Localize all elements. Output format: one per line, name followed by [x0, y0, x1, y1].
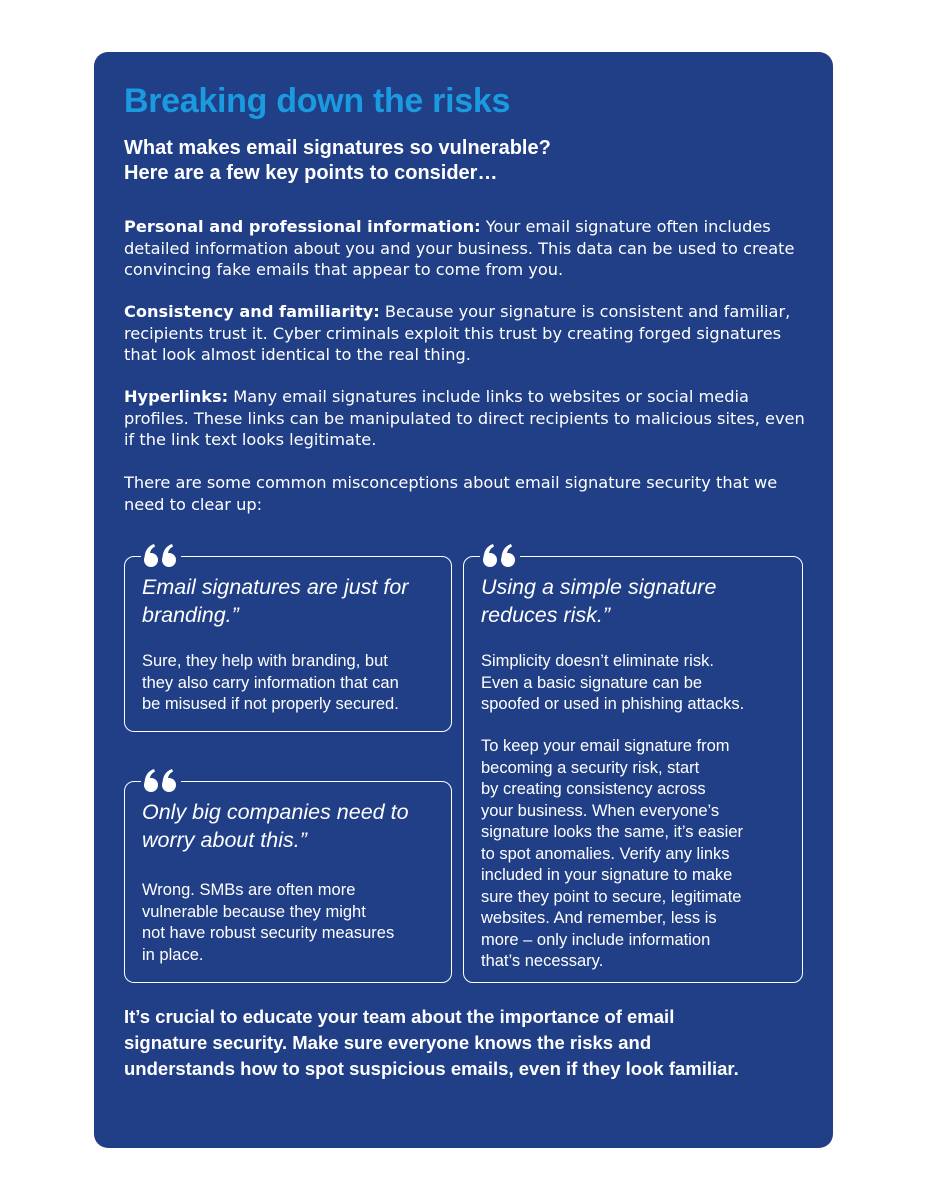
body-line: spoofed or used in phishing attacks. [481, 695, 745, 713]
body-line: not have robust security measures [142, 924, 395, 942]
card-body [142, 880, 452, 966]
body-line: to spot anomalies. Verify any links [481, 844, 730, 863]
body-line: your business. When everyone’s [481, 801, 720, 820]
closing-line: signature security. Make sure everyone knows the risks and [124, 1032, 652, 1053]
content-panel [94, 52, 833, 1148]
quote-line: Email signatures are just for [142, 575, 409, 599]
body-line: sure they point to secure, legitimate [481, 887, 742, 906]
point-hyperlinks [124, 386, 814, 451]
quote-line: Using a simple signature [481, 575, 717, 599]
body-line: they also carry information that can [142, 673, 399, 692]
body-line: more – only include information [481, 930, 711, 949]
misconceptions-intro: There are some common misconceptions about email signature security that we need to clear up: [124, 473, 778, 514]
body-line: becoming a security risk, start [481, 758, 700, 777]
quote-line: Only big companies need to [142, 800, 409, 824]
body-line: Wrong. SMBs are often more [142, 881, 356, 899]
body-line: by creating consistency across [481, 780, 706, 798]
body-line: in place. [142, 945, 204, 964]
card-quote [481, 573, 786, 629]
body-line: that’s necessary. [481, 952, 604, 970]
card-advice [481, 736, 791, 973]
quote-line: reduces risk.” [481, 603, 611, 627]
body-line: Even a basic signature can be [481, 673, 703, 692]
misconception-card-big-companies [124, 781, 452, 983]
double-quote-icon [480, 543, 520, 571]
point-personal-info [124, 216, 814, 281]
card-body [481, 651, 791, 716]
body-line: vulnerable because they might [142, 902, 366, 921]
point-text: Many email signatures include links to websites or social media profiles. These links can be manipulated to direct recipients to malicious sites, even if the link text looks legitimate. [124, 387, 805, 449]
misconception-card-simple-signature [463, 556, 803, 983]
card-body [142, 651, 452, 716]
subtitle-line: Here are a few key points to consider… [124, 162, 498, 184]
point-text: Because your signature is consistent and familiar, recipients trust it. Cyber criminals exploit this trust by creating forged signatures that look almost identical to the real thing. [124, 302, 791, 364]
double-quote-icon [141, 543, 181, 571]
misconception-card-branding [124, 556, 452, 732]
point-label: Consistency and familiarity: [124, 302, 380, 321]
subtitle-line: What makes email signatures so vulnerable? [124, 137, 551, 159]
point-consistency [124, 301, 814, 366]
card-quote [142, 798, 447, 854]
point-text: Your email signature often includes detailed information about you and your business. This data can be used to create convincing fake emails that appear to come from you. [124, 217, 795, 279]
body-line: Sure, they help with branding, but [142, 652, 388, 670]
quote-line: branding.” [142, 603, 239, 627]
body-line: be misused if not properly secured. [142, 695, 399, 713]
body-line: signature looks the same, it’s easier [481, 823, 743, 841]
closing-line: understands how to spot suspicious emails, even if they look familiar. [124, 1058, 739, 1079]
body-line: websites. And remember, less is [481, 909, 717, 927]
card-quote [142, 573, 447, 629]
page-title: Breaking down the risks [124, 82, 511, 120]
body-line: included in your signature to make [481, 866, 733, 884]
body-line: Simplicity doesn’t eliminate risk. [481, 652, 714, 670]
body-line: To keep your email signature from [481, 737, 730, 755]
point-label: Personal and professional information: [124, 217, 481, 236]
closing-line: It’s crucial to educate your team about the importance of email [124, 1006, 675, 1027]
double-quote-icon [141, 768, 181, 796]
quote-line: worry about this.” [142, 828, 307, 852]
closing-statement [124, 1004, 814, 1082]
subtitle [124, 136, 804, 186]
point-label: Hyperlinks: [124, 387, 229, 406]
